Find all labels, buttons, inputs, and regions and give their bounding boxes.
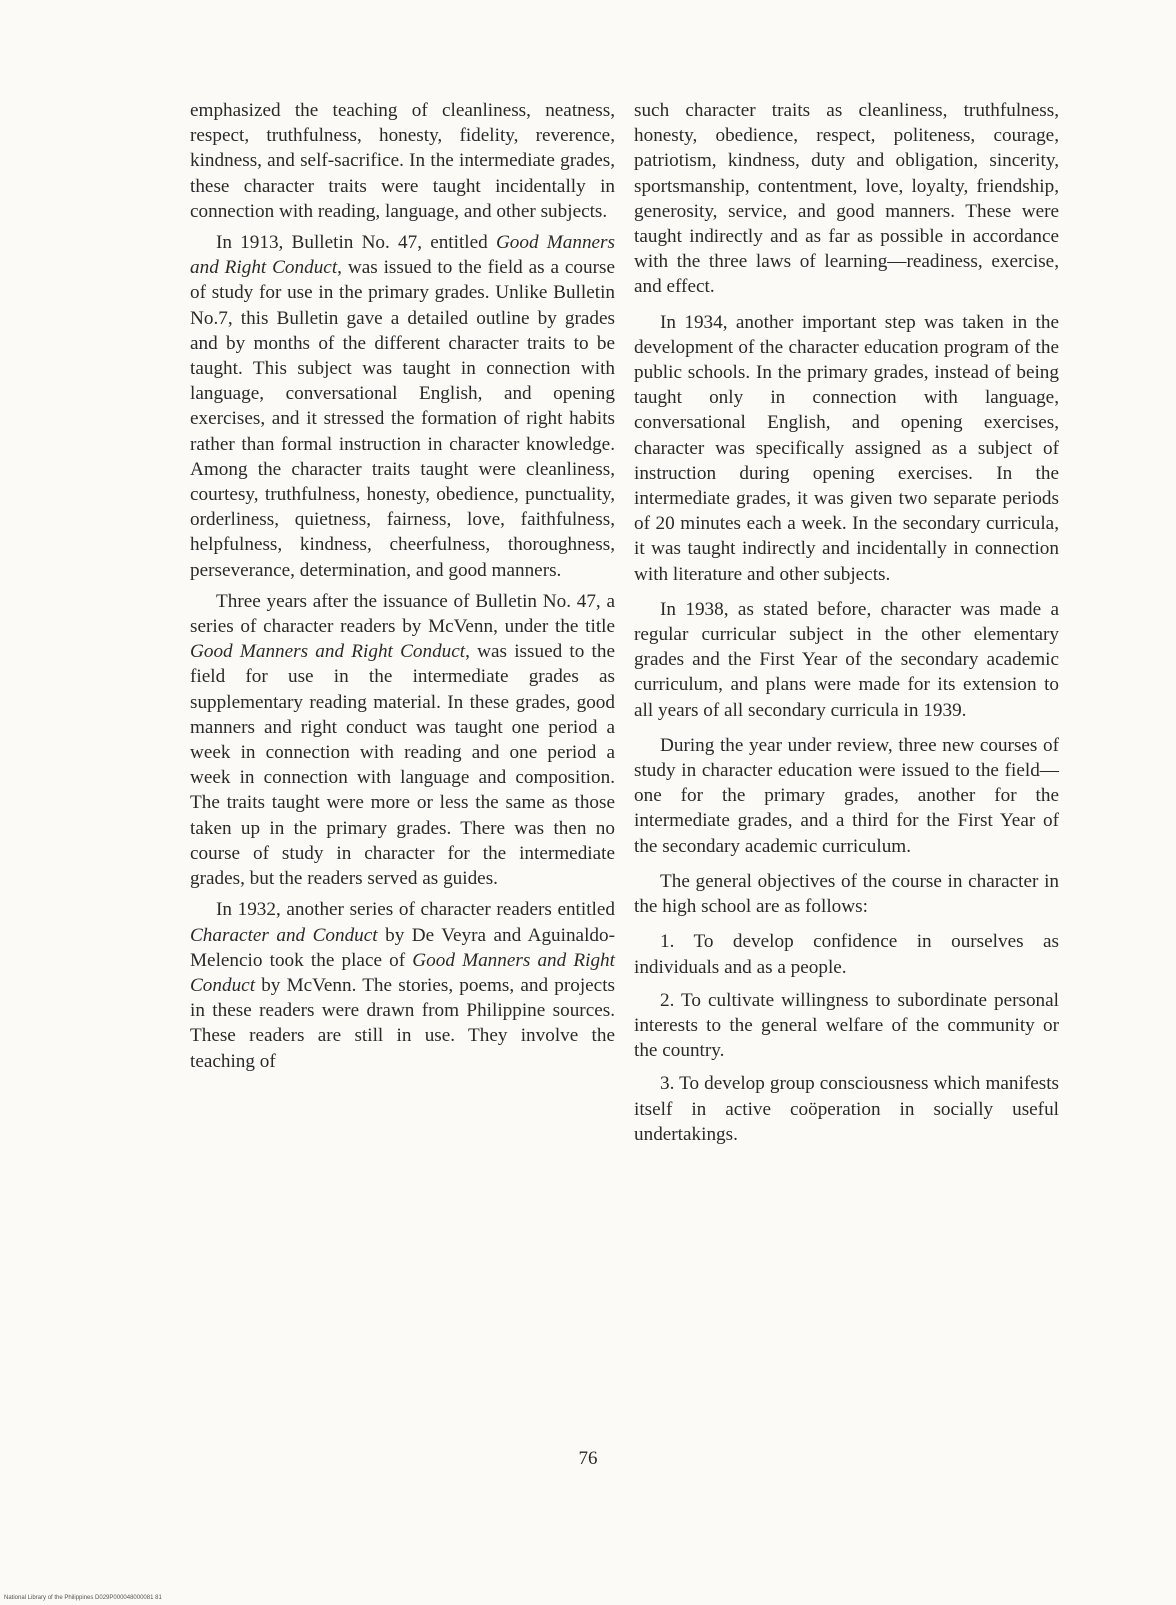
text-span: In 1913, Bulletin No. 47, entitled <box>216 232 496 254</box>
scan-footer: National Library of the Philippines D029P000048000081 81 <box>4 1595 162 1601</box>
text-span: , was issued to the field as a course of study for use in the primary grades. Unlike Bulletin No.7, this Bulletin gave a detailed outline by grades and by months of the different character traits to be taught. This subject was taught in connection with language, conversational English, and opening exercises, and it stressed the formation of right habits rather than formal instruction in character knowledge. Among the character traits taught were cleanliness, courtesy, truthfulness, honesty, obedience, punctuality, orderliness, quietness, fairness, love, faithfulness, helpfulness, kindness, cheerfulness, thoroughness, perseverance, determination, and good manners. <box>190 257 615 581</box>
objective-item-1: 1. To develop confidence in ourselves as individuals and as a people. <box>634 931 1059 978</box>
right-paragraph-4: During the year under review, three new courses of study in character education were issued to the field—one for the primary grades, another for the intermediate grades, and a third for the First Year of the secondary academic curriculum. <box>634 734 1059 857</box>
objective-item-3: 3. To develop group consciousness which manifests itself in active coöperation in socially useful undertakings. <box>634 1073 1059 1145</box>
left-paragraph-1: emphasized the teaching of cleanliness, neatness, respect, truthfulness, honesty, fidelity, reverence, kindness, and self-sacrifice. In the intermediate grades, these character traits were taught incidentally in connection with reading, language, and other subjects. <box>190 100 615 222</box>
right-paragraph-2: In 1934, another important step was taken in the development of the character education program of the public schools. In the primary grades, instead of being taught only in connection with language, conversational English, and opening exercises, character was specifically assigned as a subject of instruction during opening exercises. In the intermediate grades, it was given two separate periods of 20 minutes each a week. In the secondary curricula, it was taught indirectly and incidentally in connection with literature and other subjects. <box>634 311 1059 585</box>
objective-item-2: 2. To cultivate willingness to subordinate personal interests to the general welfare of the community or the country. <box>634 989 1059 1062</box>
book-title: Good Manners and Right Conduct <box>190 641 466 663</box>
left-paragraph-3 <box>190 589 615 891</box>
page-number: 76 <box>578 1448 598 1469</box>
text-span: In 1932, another series of character readers entitled <box>216 899 615 921</box>
right-paragraph-1: such character traits as cleanliness, truthfulness, honesty, obedience, respect, politeness, courage, patriotism, kindness, duty and obligation, sincerity, sportsmanship, contentment, love, loyalty, friendship, generosity, service, and good manners. These were taught indirectly and as far as possible in accordance with the three laws of learning—readiness, exercise, and effect. <box>634 100 1059 298</box>
left-paragraph-4 <box>190 897 615 1073</box>
text-span: , was issued to the field for use in the intermediate grades as supplementary reading material. In these grades, good manners and right conduct was taught one period a week in connection with reading and one period a week in connection with language and composition. The traits taught were more or less the same as those taken up in the primary grades. There was then no course of study in character for the intermediate grades, but the readers served as guides. <box>190 641 615 890</box>
right-paragraph-5: The general objectives of the course in character in the high school are as follows: <box>634 870 1059 918</box>
text-span: by De Veyra and Aguinaldo-Melencio took the place of <box>190 924 615 971</box>
left-paragraph-2 <box>190 230 615 583</box>
book-title: Good Manners and Right Conduct <box>190 232 615 279</box>
left-column <box>190 98 615 1080</box>
book-title: Good Manners and Right Conduct <box>190 949 615 996</box>
text-span: by McVenn. The stories, poems, and projects in these readers were drawn from Philippine sources. These readers are still in use. They involve the teaching of <box>190 974 615 1072</box>
right-column <box>634 98 1059 1155</box>
text-span: Three years after the issuance of Bulletin No. 47, a series of character readers by McVenn, under the title <box>190 590 615 638</box>
book-title: Character and Conduct <box>190 924 378 946</box>
right-paragraph-3: In 1938, as stated before, character was made a regular curricular subject in the other elementary grades and the First Year of the secondary academic curriculum, and plans were made for its extension to all years of all secondary curricula in 1939. <box>634 598 1059 721</box>
